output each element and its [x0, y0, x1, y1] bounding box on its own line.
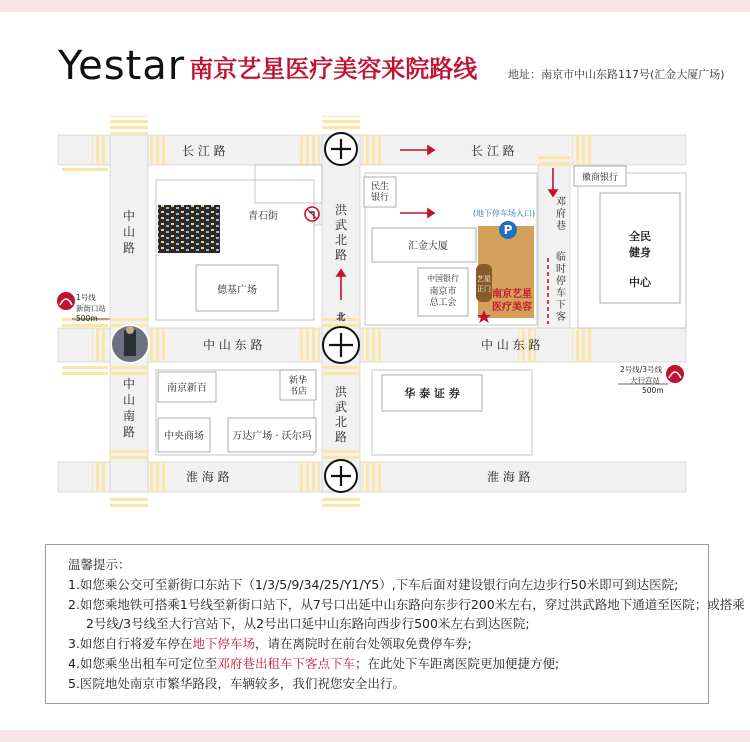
road-label-dengfu-3: 巷	[556, 221, 566, 232]
metro1-distance: 500m	[76, 314, 98, 323]
metro23-line: 2号线/3号线	[620, 365, 663, 374]
bottom-decor-band	[0, 730, 750, 742]
tip-taxi-pre: 4.如您乘坐出租车可定位至	[68, 655, 218, 671]
tip-parking-post: ，请在离院时在前台处领取免费停车券;	[254, 636, 472, 652]
label-union-1: 南京市	[429, 287, 457, 297]
address-text: 地址：南京市中山东路117号(汇金大厦广场)	[508, 68, 725, 81]
road-label-zhongshan-2: 山	[122, 225, 136, 239]
road-label-dengfu-2: 府	[556, 209, 566, 220]
label-deji: 德基广场	[217, 285, 257, 296]
label-huishang: 徽商银行	[581, 173, 619, 183]
road-label-qingshi: 青石街	[248, 211, 278, 222]
tips-panel	[45, 544, 745, 704]
label-xinhua-1: 新华	[288, 376, 308, 386]
label-xinhua-2: 书店	[288, 387, 308, 397]
tip-metro-cont: 2号线/3号线至大行宫站下，从2号出口延中山东路向西步行500米左右到达医院;	[86, 616, 530, 632]
road-label-zhongshan-3: 路	[122, 241, 136, 255]
road-label-zhongshan-south-1: 中	[122, 377, 136, 391]
tip-metro: 2.如您乘地铁可搭乘1号线至新街口站下，从7号口出延中山东路向东步行200米左右，穿过洪武路地下通道至医院；或搭乘	[68, 596, 745, 612]
road-label-hongwu-north-1: 洪	[334, 203, 348, 217]
tip-bus: 1.如您乘公交可至新街口东站下（1/3/5/9/34/25/Y1/Y5）,下车后面对建设银行向左边步行50米即可到达医院;	[68, 576, 679, 592]
road-label-hongwu-north-s3: 北	[334, 415, 348, 429]
tip-safety: 5.医院地处南京市繁华路段，车辆较多，我们祝您安全出行。	[68, 675, 405, 691]
label-north: 北	[336, 313, 346, 323]
tip-taxi-post: ；在此处下车距离医院更加便捷方便;	[354, 655, 560, 671]
tip-parking-highlight: 地下停车场	[192, 636, 255, 652]
label-yestar-gate-2: 正门	[477, 285, 491, 293]
road-label-hongwu-north-s1: 洪	[334, 385, 348, 399]
label-fitness-2: 健身	[629, 246, 651, 259]
tip-parking-pre: 3.如您自行将爱车停在	[68, 636, 193, 652]
label-yestar-2: 医疗美容	[492, 302, 532, 313]
tip-parking	[68, 634, 694, 654]
road-label-huaihai-west: 淮 海 路	[186, 470, 230, 484]
road-label-changjiang-east: 长 江 路	[471, 144, 515, 158]
road-label-changjiang-west: 长 江 路	[182, 144, 226, 158]
metro-icon-west	[57, 292, 75, 310]
temp-parking-2: 时	[556, 264, 566, 275]
label-fitness-1: 全民	[629, 230, 651, 243]
temp-parking-6: 客	[556, 312, 566, 323]
no-left-turn-icon	[305, 207, 319, 221]
road-label-zhongshan-east-west: 中 山 东 路	[203, 338, 263, 352]
label-huatai: 华 泰 证 券	[404, 387, 460, 400]
temp-parking-4: 车	[556, 288, 566, 299]
road-label-dengfu-1: 邓	[556, 197, 566, 208]
metro-icon-east	[666, 365, 684, 383]
road-label-hongwu-north-s2: 武	[334, 400, 348, 414]
road-label-hongwu-north-3: 北	[334, 233, 348, 247]
label-yestar-gate-1: 艺星	[477, 275, 491, 283]
landmark-photo	[111, 325, 149, 363]
parking-icon-letter: P	[503, 223, 513, 237]
label-minsheng-1: 民生	[370, 182, 390, 192]
deji-plaza-photo	[158, 205, 220, 253]
label-fitness-3: 中心	[629, 276, 651, 289]
tip-taxi	[68, 654, 694, 674]
road-label-huaihai-east: 淮 海 路	[487, 470, 531, 484]
label-parking-entrance: (地下停车场入口)	[472, 209, 536, 218]
label-wanda: 万达广场 · 沃尔玛	[232, 431, 312, 442]
metro23-station: 大行宫站	[630, 376, 660, 385]
label-xinbai: 南京新百	[167, 383, 207, 394]
label-yestar-1: 南京艺星	[492, 289, 532, 300]
page-title: 南京艺星医疗美容来院路线	[189, 55, 478, 83]
road-label-zhongshan-south-2: 山	[122, 393, 136, 407]
tips-title: 温馨提示：	[68, 557, 131, 572]
road-label-zhongshan-south-4: 路	[122, 425, 136, 439]
label-huijin: 汇金大厦	[408, 241, 448, 252]
road-label-zhongshan-1: 中	[122, 209, 136, 223]
temp-parking-5: 下	[556, 300, 566, 311]
brand-logo: Yestar	[58, 43, 186, 89]
label-zhongyang: 中央商场	[164, 431, 204, 442]
label-boc: 中国银行	[427, 274, 459, 283]
road-label-hongwu-north-2: 武	[334, 218, 348, 232]
tip-taxi-highlight: 邓府巷出租车下客点下车	[217, 655, 355, 671]
temp-parking-3: 停	[556, 276, 566, 287]
road-label-zhongshan-south-3: 南	[122, 409, 136, 423]
metro1-line: 1号线	[76, 293, 96, 302]
road-label-hongwu-north-4: 路	[334, 248, 348, 262]
road-label-hongwu-north-s4: 路	[334, 430, 348, 444]
temp-parking-1: 临	[556, 252, 566, 263]
road-label-zhongshan-east-east: 中 山 东 路	[481, 338, 541, 352]
label-minsheng-2: 银行	[370, 193, 390, 203]
metro23-distance: 500m	[642, 386, 664, 395]
label-union-2: 总工会	[429, 298, 457, 308]
metro1-station: 新街口站	[76, 304, 106, 313]
